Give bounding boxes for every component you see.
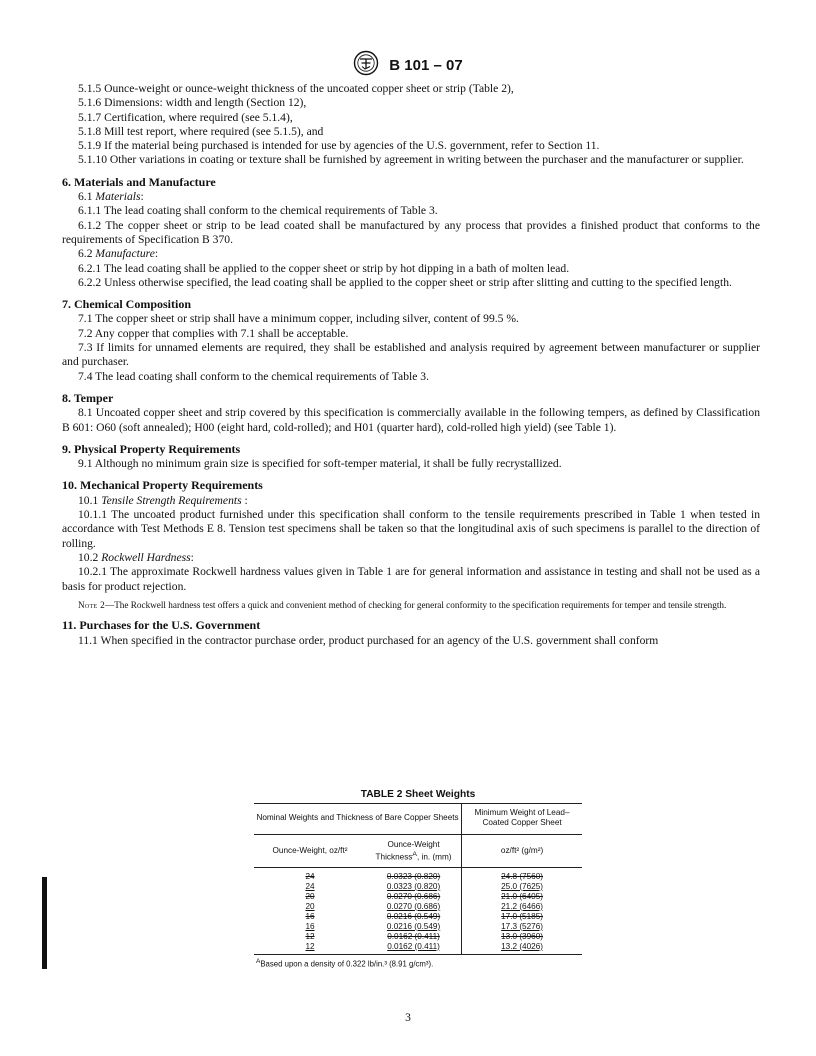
table-cell-value: 0.0216 (0.549) xyxy=(386,921,441,931)
table-cell-thickness xyxy=(366,922,462,932)
table-cell-value: 0.0323 (0.820) xyxy=(386,871,441,881)
clause-10-2-1: 10.2.1 The approximate Rockwell hardness values given in Table 1 are for general information and assistance in testing and shall not be used as a basis for product rejection. xyxy=(62,565,760,593)
table-cell-value: 20 xyxy=(305,891,315,901)
table-col-thickness: Ounce-Weight Thickness$^A$, in. (mm) xyxy=(375,840,452,862)
table-cell-min-weight xyxy=(462,892,582,902)
table-row xyxy=(254,882,582,892)
astm-logo-icon xyxy=(353,50,379,81)
table-cell-min-weight xyxy=(462,882,582,892)
clause-9-1: 9.1 Although no minimum grain size is specified for soft-temper material, it shall be fully recrystallized. xyxy=(78,457,562,471)
table-cell-value: 0.0162 (0.411) xyxy=(387,941,440,951)
table-cell-thickness xyxy=(366,942,462,955)
table-cell-value: 17.0 (5185) xyxy=(501,911,543,921)
clause-6-2-2: 6.2.2 Unless otherwise specified, the lead coating shall be applied to the copper sheet or strip after slitting and cutting to the specified length. xyxy=(78,275,732,289)
clause-5-1-7: 5.1.7 Certification, where required (see 5.1.4), xyxy=(78,110,293,124)
revision-bar xyxy=(42,877,47,969)
table-cell-value: 0.0270 (0.686) xyxy=(386,891,441,901)
table-cell-min-weight xyxy=(462,867,582,882)
table-footnote: $^A$Based upon a density of 0.322 lb/in.³ (8.91 g/cm³). xyxy=(256,957,434,969)
table-cell-value: 0.0216 (0.549) xyxy=(386,911,441,921)
table-cell-ounce-weight xyxy=(254,912,366,922)
table-cell-min-weight xyxy=(462,942,582,955)
table-cell-min-weight xyxy=(462,902,582,912)
table-cell-value: 13.2 (4026) xyxy=(501,941,543,951)
table-cell-thickness xyxy=(366,882,462,892)
clause-11-1: 11.1 When specified in the contractor purchase order, product purchased for an agency of the U.S. government shall conform xyxy=(78,633,659,647)
document-body xyxy=(62,82,760,648)
table-row xyxy=(254,892,582,902)
section-8-heading: 8. Temper xyxy=(62,390,114,405)
table-row xyxy=(254,942,582,955)
sheet-weights-table xyxy=(254,789,582,968)
table-row xyxy=(254,902,582,912)
table-cell-min-weight xyxy=(462,922,582,932)
table-cell-ounce-weight xyxy=(254,932,366,942)
clause-5-1-9: 5.1.9 If the material being purchased is intended for use by agencies of the U.S. government, refer to Section 11. xyxy=(78,139,600,153)
table-body xyxy=(254,867,582,954)
table-cell-value: 12 xyxy=(305,931,315,941)
table-col-ounce-weight: Ounce-Weight, oz/ft² xyxy=(272,846,348,856)
table-group-header-bare: Nominal Weights and Thickness of Bare Copper Sheets xyxy=(256,813,459,822)
clause-7-2: 7.2 Any copper that complies with 7.1 shall be acceptable. xyxy=(78,326,349,340)
section-9-heading: 9. Physical Property Requirements xyxy=(62,441,241,456)
table-title: TABLE 2 Sheet Weights xyxy=(360,789,476,800)
table-cell-value: 24 xyxy=(305,871,315,881)
clause-6-1-1: 6.1.1 The lead coating shall conform to the chemical requirements of Table 3. xyxy=(78,204,438,218)
clause-7-4: 7.4 The lead coating shall conform to the chemical requirements of Table 3. xyxy=(78,369,429,383)
table-cell-thickness xyxy=(366,932,462,942)
section-11-heading: 11. Purchases for the U.S. Government xyxy=(62,618,261,633)
clause-7-1: 7.1 The copper sheet or strip shall have a minimum copper, including silver, content of 99.5 %. xyxy=(78,312,519,326)
table-row xyxy=(254,932,582,942)
table-cell-ounce-weight xyxy=(254,902,366,912)
table-row xyxy=(254,867,582,882)
table-cell-value: 24.8 (7560) xyxy=(501,871,543,881)
table-grid xyxy=(254,803,582,955)
table-group-header-coated: Minimum Weight of Lead–Coated Copper Sheet xyxy=(462,804,582,835)
table-cell-value: 0.0162 (0.411) xyxy=(387,931,440,941)
clause-7-3: 7.3 If limits for unnamed elements are required, they shall be established and analysis required by agreement between manufacturer or supplier and purchaser. xyxy=(62,341,760,369)
table-cell-value: 13.0 (3960) xyxy=(501,931,543,941)
clause-6-1-2: 6.1.2 The copper sheet or strip to be lead coated shall be manufactured by any process that provides a finished product that conforms to the requirements of Specification B 370. xyxy=(62,218,760,246)
document-designation: B 101 – 07 xyxy=(389,57,463,74)
table-cell-thickness xyxy=(366,867,462,882)
note-2: Note 2—The Rockwell hardness test offers a quick and convenient method of checking for general conformity to the specification requirements for temper and tensile strength. xyxy=(78,599,727,610)
table-cell-min-weight xyxy=(462,932,582,942)
clause-6-2-1: 6.2.1 The lead coating shall be applied to the copper sheet or strip by hot dipping in a bath of molten lead. xyxy=(78,261,570,275)
clause-10-1: 10.1 Tensile Strength Requirements : xyxy=(78,493,248,507)
table-col-min-weight: oz/ft² (g/m²) xyxy=(462,835,582,868)
clause-5-1-5: 5.1.5 Ounce-weight or ounce-weight thickness of the uncoated copper sheet or strip (Table 2), xyxy=(78,82,514,95)
table-cell-ounce-weight xyxy=(254,867,366,882)
table-cell-ounce-weight xyxy=(254,922,366,932)
table-cell-ounce-weight xyxy=(254,942,366,955)
table-cell-value: 16 xyxy=(305,921,315,931)
clause-10-1-1: 10.1.1 The uncoated product furnished under this specification shall conform to the tensile requirements prescribed in Table 1 when tested in accordance with Test Methods E 8. Tension test specimens shall be taken so that the longitudinal axis of such specimens is parallel to the direction of rolling. xyxy=(62,508,760,550)
clause-5-1-6: 5.1.6 Dimensions: width and length (Section 12), xyxy=(78,96,307,110)
clause-5-1-8: 5.1.8 Mill test report, where required (see 5.1.5), and xyxy=(78,124,324,138)
clause-8-1: 8.1 Uncoated copper sheet and strip covered by this specification is commercially available in the following tempers, as defined by Classification B 601: O60 (soft annealed); H00 (eight hard, cold-rolled); and H01 (quarter hard), cold-rolled high yield) (see Table 1). xyxy=(62,406,760,434)
table-cell-thickness xyxy=(366,892,462,902)
section-6-heading: 6. Materials and Manufacture xyxy=(62,174,216,189)
table-row xyxy=(254,922,582,932)
table-cell-value: 24 xyxy=(305,881,315,891)
table-row xyxy=(254,912,582,922)
table-cell-value: 12 xyxy=(305,941,315,951)
table-cell-min-weight xyxy=(462,912,582,922)
table-cell-thickness xyxy=(366,912,462,922)
table-cell-ounce-weight xyxy=(254,882,366,892)
table-cell-thickness xyxy=(366,902,462,912)
clause-10-2: 10.2 Rockwell Hardness: xyxy=(78,550,194,564)
section-7-heading: 7. Chemical Composition xyxy=(62,297,191,312)
table-cell-value: 17.3 (5276) xyxy=(501,921,543,931)
table-cell-value: 20 xyxy=(305,901,315,911)
table-cell-ounce-weight xyxy=(254,892,366,902)
table-cell-value: 0.0323 (0.820) xyxy=(386,881,441,891)
section-10-heading: 10. Mechanical Property Requirements xyxy=(62,478,263,493)
table-cell-value: 21.0 (6405) xyxy=(501,891,543,901)
table-cell-value: 25.0 (7625) xyxy=(501,881,543,891)
table-cell-value: 0.0270 (0.686) xyxy=(386,901,441,911)
clause-6-1: 6.1 Materials: xyxy=(78,190,144,204)
clause-6-2: 6.2 Manufacture: xyxy=(78,247,159,261)
page-number: 3 xyxy=(405,1012,411,1024)
table-cell-value: 21.2 (6466) xyxy=(501,901,543,911)
clause-5-1-10: 5.1.10 Other variations in coating or texture shall be furnished by agreement in writing between the purchaser and the manufacturer or supplier. xyxy=(78,153,744,167)
page-header xyxy=(0,50,816,81)
table-cell-value: 16 xyxy=(305,911,315,921)
